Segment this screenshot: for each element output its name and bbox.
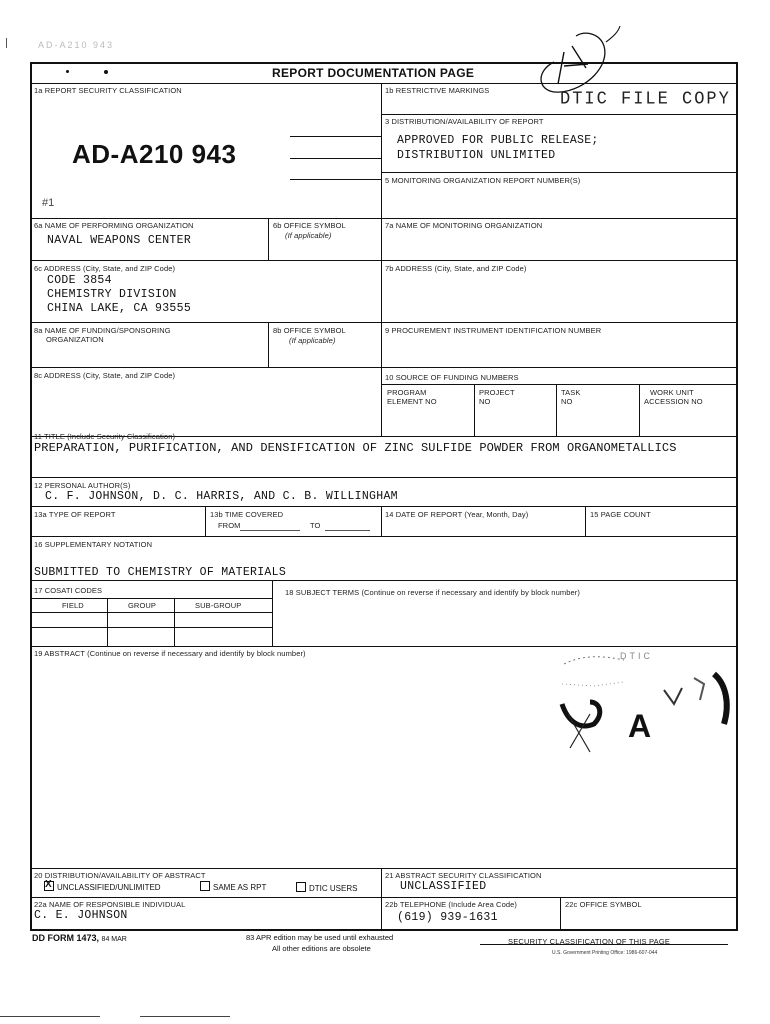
label-13b-to: TO [310,521,321,530]
label-12: 12 PERSONAL AUTHOR(S) [34,481,131,490]
label-6b-sub: (If applicable) [285,231,332,240]
divider-17-subgroup [174,598,175,646]
label-19: 19 ABSTRACT (Continue on reverse if necessary and identify by block number) [34,649,306,658]
label-7a: 7a NAME OF MONITORING ORGANIZATION [385,221,543,230]
divider-15 [585,506,586,536]
bullet-mark-1 [66,70,69,73]
label-14: 14 DATE OF REPORT (Year, Month, Day) [385,510,529,519]
value-12-authors: C. F. JOHNSON, D. C. HARRIS, AND C. B. WILLINGHAM [45,490,398,503]
value-6c-line2: CHEMISTRY DIVISION [47,288,177,301]
form-title: REPORT DOCUMENTATION PAGE [272,66,475,80]
label-17: 17 COSATI CODES [34,586,103,595]
label-16: 16 SUPPLEMENTARY NOTATION [34,540,153,549]
divider-13b [205,506,206,536]
label-10-project-2: NO [479,397,491,406]
divider-22c [560,897,561,930]
label-13b: 13b TIME COVERED [210,510,284,519]
label-8a-1: 8a NAME OF FUNDING/SPONSORING [34,326,171,335]
rule-block10-sub [381,384,738,385]
rule-row17-top [30,580,738,581]
label-6c: 6c ADDRESS (City, State, and ZIP Code) [34,264,176,273]
rule-row12-top [30,477,738,478]
value-16: SUBMITTED TO CHEMISTRY OF MATERIALS [34,566,287,579]
label-18: 18 SUBJECT TERMS (Continue on reverse if necessary and identify by block number) [285,588,580,597]
rule-row16-top [30,536,738,537]
label-10-work-1: WORK UNIT [650,388,694,397]
value-6a: NAVAL WEAPONS CENTER [47,234,192,247]
label-22c: 22c OFFICE SYMBOL [565,900,642,909]
label-8b-sub: (If applicable) [289,336,336,345]
footer-edition-1: 83 APR edition may be used until exhausted [246,933,394,942]
rule-ad-2 [290,158,381,159]
label-8b: 8b OFFICE SYMBOL [273,326,346,335]
scan-mark-bottom-mid [140,1016,230,1017]
label-7b: 7b ADDRESS (City, State, and ZIP Code) [385,264,527,273]
divider-10-project [474,384,475,436]
value-3-line1: APPROVED FOR PUBLIC RELEASE; [397,134,599,147]
label-6b: 6b OFFICE SYMBOL [273,221,346,230]
label-10-program-1: PROGRAM [387,388,427,397]
label-20: 20 DISTRIBUTION/AVAILABILITY OF ABSTRACT [34,871,206,880]
rule-row8c-top [30,367,738,368]
checkbox-same-as-rpt[interactable]: SAME AS RPT [200,881,266,892]
checkbox-dtic-users[interactable]: DTIC USERS [296,882,357,893]
label-13a: 13a TYPE OF REPORT [34,510,116,519]
checkbox-unclassified-unlimited[interactable]: XUNCLASSIFIED/UNLIMITED [44,881,161,892]
label-10-work-2: ACCESSION NO [644,397,703,406]
divider-10-task [556,384,557,436]
footer-form-number: DD FORM 1473, 84 MAR [32,933,127,943]
value-22b: (619) 939-1631 [397,911,498,924]
divider-8b [268,322,269,367]
rule-row8-top [30,322,738,323]
divider-6b [268,218,269,260]
label-22b: 22b TELEPHONE (Include Area Code) [385,900,517,909]
divider-10-work [639,384,640,436]
label-17-subgroup: SUB-GROUP [195,601,242,610]
label-15: 15 PAGE COUNT [590,510,651,519]
rule-row20-top [30,868,738,869]
rule-17-row2 [30,627,272,628]
dtic-file-copy-stamp: DTIC FILE COPY [560,89,731,110]
rule-row6c-top [30,260,738,261]
dtic-electe-stamp [554,644,736,764]
rule-row22-top [30,897,738,898]
label-3: 3 DISTRIBUTION/AVAILABILITY OF REPORT [385,117,544,126]
rule-17-row1 [30,612,272,613]
label-17-group: GROUP [128,601,157,610]
divider-18 [272,580,273,646]
report-accession-number: AD-A210 943 [72,139,237,169]
divider-17-group [107,598,108,646]
value-22a: C. E. JOHNSON [34,909,128,922]
divider-14 [381,506,382,536]
value-21: UNCLASSIFIED [400,880,487,893]
value-11-title: PREPARATION, PURIFICATION, AND DENSIFICATION OF ZINC SULFIDE POWDER FROM ORGANOMETALLICS [34,441,677,455]
scan-mark-bottom-left [0,1016,100,1017]
label-10-task-2: NO [561,397,573,406]
number-sign: #1 [42,197,55,209]
faint-header-text: AD-A210 943 [38,40,115,50]
label-10: 10 SOURCE OF FUNDING NUMBERS [385,373,519,382]
value-3-line2: DISTRIBUTION UNLIMITED [397,149,556,162]
rule-13b-to [325,530,370,531]
label-1a: 1a REPORT SECURITY CLASSIFICATION [34,86,182,95]
footer-gpo: U.S. Government Printing Office: 1986-607-044 [552,950,658,956]
divider-21 [381,868,382,930]
label-13b-from: FROM [218,521,241,530]
bullet-mark-2 [104,70,108,74]
label-6a: 6a NAME OF PERFORMING ORGANIZATION [34,221,194,230]
footer-edition-2: All other editions are obsolete [272,944,371,953]
stamp-letter-a: A [628,708,652,744]
label-1b: 1b RESTRICTIVE MARKINGS [385,86,490,95]
rule-row13-top [30,506,738,507]
label-17-field: FIELD [62,601,84,610]
footer-security-classification: SECURITY CLASSIFICATION OF THIS PAGE [508,937,671,946]
label-10-task-1: TASK [561,388,581,397]
label-5: 5 MONITORING ORGANIZATION REPORT NUMBER(S) [385,176,581,185]
label-10-project-1: PROJECT [479,388,515,397]
label-9: 9 PROCUREMENT INSTRUMENT IDENTIFICATION NUMBER [385,326,602,335]
value-6c-line3: CHINA LAKE, CA 93555 [47,302,192,315]
label-22a: 22a NAME OF RESPONSIBLE INDIVIDUAL [34,900,186,909]
label-11: 11 TITLE (Include Security Classification) [34,432,176,441]
rule-ad-1 [290,136,381,137]
scan-mark-left-edge [6,38,7,48]
rule-17-header [30,598,272,599]
value-6c-line1: CODE 3854 [47,274,112,287]
rule-13b-from [240,530,300,531]
rule-block5-top [381,172,738,173]
rule-row6-top [30,218,738,219]
label-8c: 8c ADDRESS (City, State, and ZIP Code) [34,371,176,380]
rule-ad-3 [290,179,381,180]
label-21: 21 ABSTRACT SECURITY CLASSIFICATION [385,871,542,880]
rule-block3-top [381,114,738,115]
label-10-program-2: ELEMENT NO [387,397,437,406]
dtic-stamp-text: DTIC [620,651,653,661]
rule-below-title [30,83,738,84]
label-8a-2: ORGANIZATION [46,335,104,344]
